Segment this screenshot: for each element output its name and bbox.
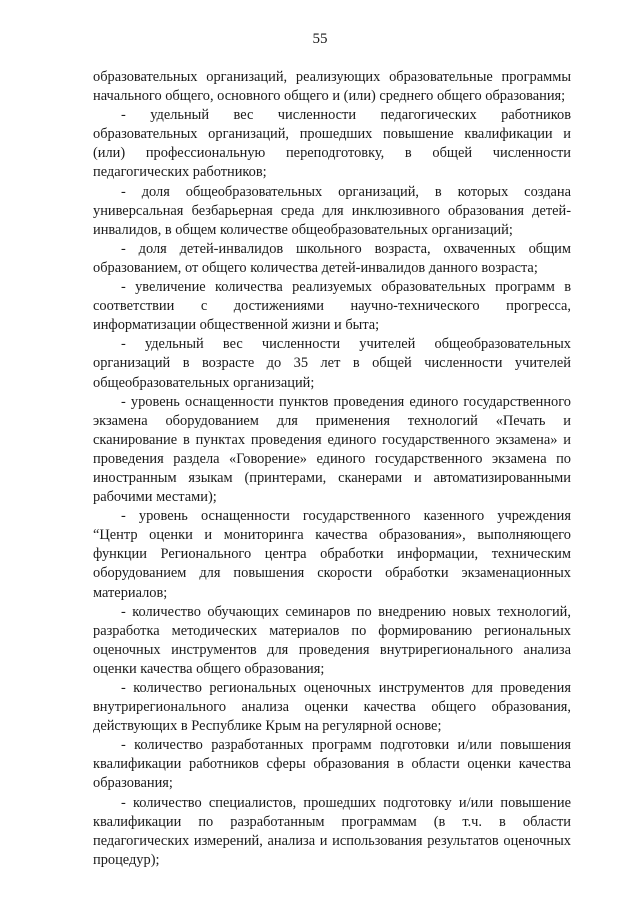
- list-item-assessment-center-equipment: - уровень оснащенности государственного казенного учреждения “Центр оценки и мониторинга качества образования», выполняющего функции Регионального центра обработки информации, техническим оборудованием для повышения скорости обработки экзаменационных материалов;: [93, 508, 571, 601]
- paragraph-continuation: образовательных организаций, реализующих образовательные программы начального общего, основного общего и (или) среднего общего образования;: [93, 69, 571, 105]
- list-item-seminars: - количество обучающих семинаров по внедрению новых технологий, разработка методических материалов по формированию региональных оценочных инструментов для проведения внутрирегионального анализа оценки качества общего образования;: [93, 603, 571, 677]
- list-item-exam-equipment: - уровень оснащенности пунктов проведения единого государственного экзамена оборудованием для применения технологий «Печать и сканирование в пунктах проведения единого государственного экзамена» и проведения раздела «Говорение» единого государственного экзамена по иностранным языкам (принтерами, сканерами и автоматизированными рабочими местами);: [93, 393, 571, 506]
- list-item-young-teachers-share: - удельный вес численности учителей общеобразовательных организаций в возрасте до 35 лет в общей численности учителей общеобразовательных организаций;: [93, 336, 571, 391]
- list-item-assessment-tools: - количество региональных оценочных инструментов для проведения внутрирегионального анализа оценки качества общего образования, действующих в Республике Крым на регулярной основе;: [93, 680, 571, 735]
- page-number: 55: [312, 31, 328, 47]
- list-item-training-programs: - количество разработанных программ подготовки и/или повышения квалификации работников сферы образования в области оценки качества образования;: [93, 737, 571, 792]
- list-item-educational-programs: - увеличение количества реализуемых образовательных программ в соответствии с достижениями научно-технического прогресса, информатизации общественной жизни и быта;: [93, 279, 571, 334]
- list-item-trained-specialists: - количество специалистов, прошедших подготовку и/или повышение квалификации по разработанным программам (в т.ч. в области педагогических измерений, анализа и использования результатов оценочных процедур);: [93, 794, 571, 868]
- list-item-disabled-children-coverage: - доля детей-инвалидов школьного возраста, охваченных общим образованием, от общего количества детей-инвалидов данного возраста;: [93, 240, 571, 276]
- list-item-barrier-free-schools: - доля общеобразовательных организаций, в которых создана универсальная безбарьерная среда для инклюзивного образования детей-инвалидов, в общем количестве общеобразовательных организаций;: [93, 183, 571, 238]
- list-item-teacher-training-share: - удельный вес численности педагогических работников образовательных организаций, прошедших повышение квалификации и (или) профессиональную переподготовку, в общей численности педагогических работников;: [93, 107, 571, 181]
- document-body: [93, 68, 571, 870]
